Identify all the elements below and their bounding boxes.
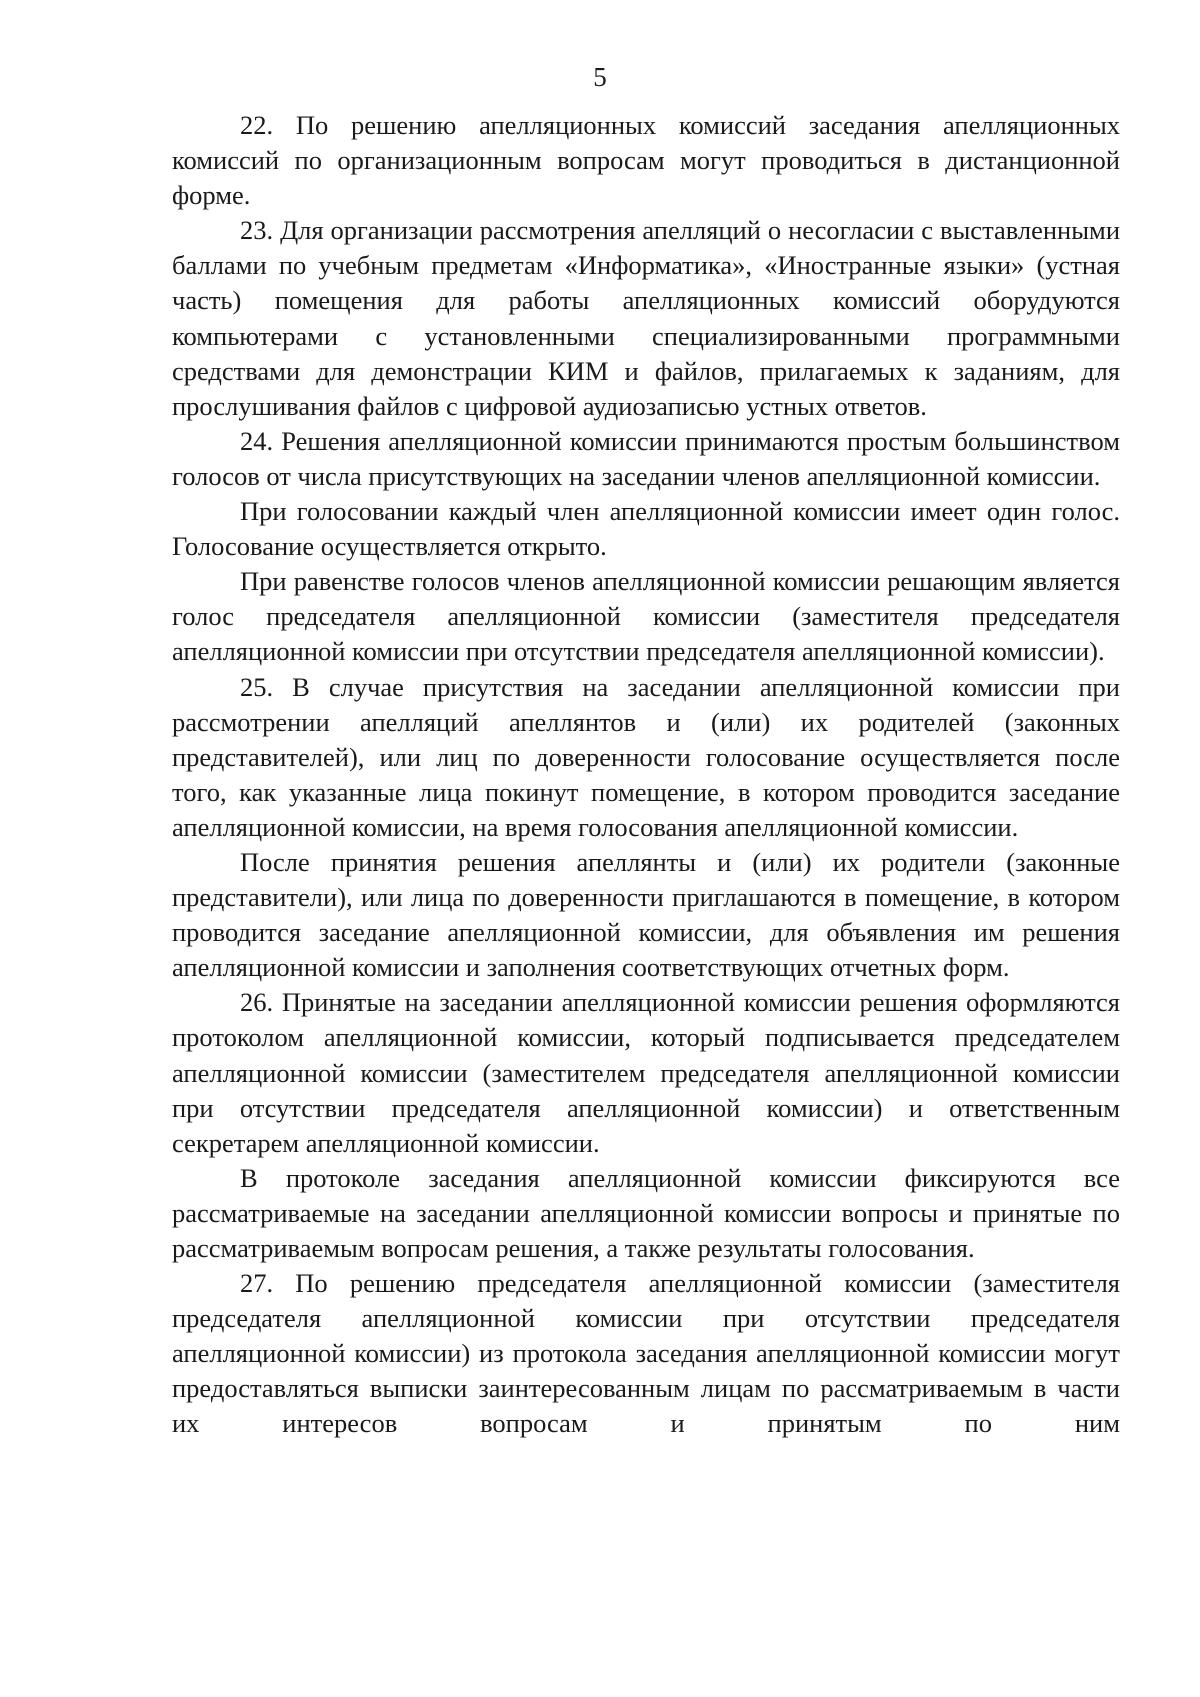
paragraph-24-voting: При голосовании каждый член апелляционной комиссии имеет один голос. Голосование осуществляется открыто. bbox=[172, 496, 1120, 562]
paragraph-26-protocol: В протоколе заседания апелляционной комиссии фиксируются все рассматриваемые на заседании апелляционной комиссии вопросы и принятые по рассматриваемым вопросам решения, а также результаты голосования. bbox=[172, 1162, 1120, 1263]
document-body bbox=[172, 108, 1120, 1442]
page-number: 5 bbox=[593, 62, 607, 92]
paragraph-25: 25. В случае присутствия на заседании апелляционной комиссии при рассмотрении апелляций апеллянтов и (или) их родителей (законных представителей), или лиц по доверенности голосование осуществляется после того, как указанные лица покинут помещение, в котором проводится заседание апелляционной комиссии, на время голосования апелляционной комиссии. bbox=[172, 671, 1120, 842]
paragraph-26: 26. Принятые на заседании апелляционной комиссии решения оформляются протоколом апелляционной комиссии, который подписывается председателем апелляционной комиссии (заместителем председателя апелляционной комиссии при отсутствии председателя апелляционной комиссии) и ответственным секретарем апелляционной комиссии. bbox=[172, 987, 1120, 1158]
paragraph-24-equal-votes: При равенстве голосов членов апелляционной комиссии решающим является голос председателя апелляционной комиссии (заместителя председателя апелляционной комиссии при отсутствии председателя апелляционной комиссии). bbox=[172, 566, 1120, 667]
paragraph-24: 24. Решения апелляционной комиссии принимаются простым большинством голосов от числа присутствующих на заседании членов апелляционной комиссии. bbox=[172, 425, 1120, 491]
paragraph-22: 22. По решению апелляционных комиссий заседания апелляционных комиссий по организационным вопросам могут проводиться в дистанционной форме. bbox=[172, 110, 1120, 211]
paragraph-23: 23. Для организации рассмотрения апелляций о несогласии с выставленными баллами по учебным предметам «Информатика», «Иностранные языки» (устная часть) помещения для работы апелляционных комиссий оборудуются компьютерами с установленными специализированными программными средствами для демонстрации КИМ и файлов, прилагаемых к заданиям, для прослушивания файлов с цифровой аудиозаписью устных ответов. bbox=[172, 215, 1120, 421]
paragraph-27: 27. По решению председателя апелляционной комиссии (заместителя председателя апелляционной комиссии при отсутствии председателя апелляционной комиссии) из протокола заседания апелляционной комиссии могут предоставляться выписки заинтересованным лицам по рассматриваемым в части их интересов вопросам и принятым по ним bbox=[172, 1268, 1120, 1439]
paragraph-25-after-decision: После принятия решения апеллянты и (или) их родители (законные представители), или лица по доверенности приглашаются в помещение, в котором проводится заседание апелляционной комиссии, для объявления им решения апелляционной комиссии и заполнения соответствующих отчетных форм. bbox=[172, 846, 1120, 983]
